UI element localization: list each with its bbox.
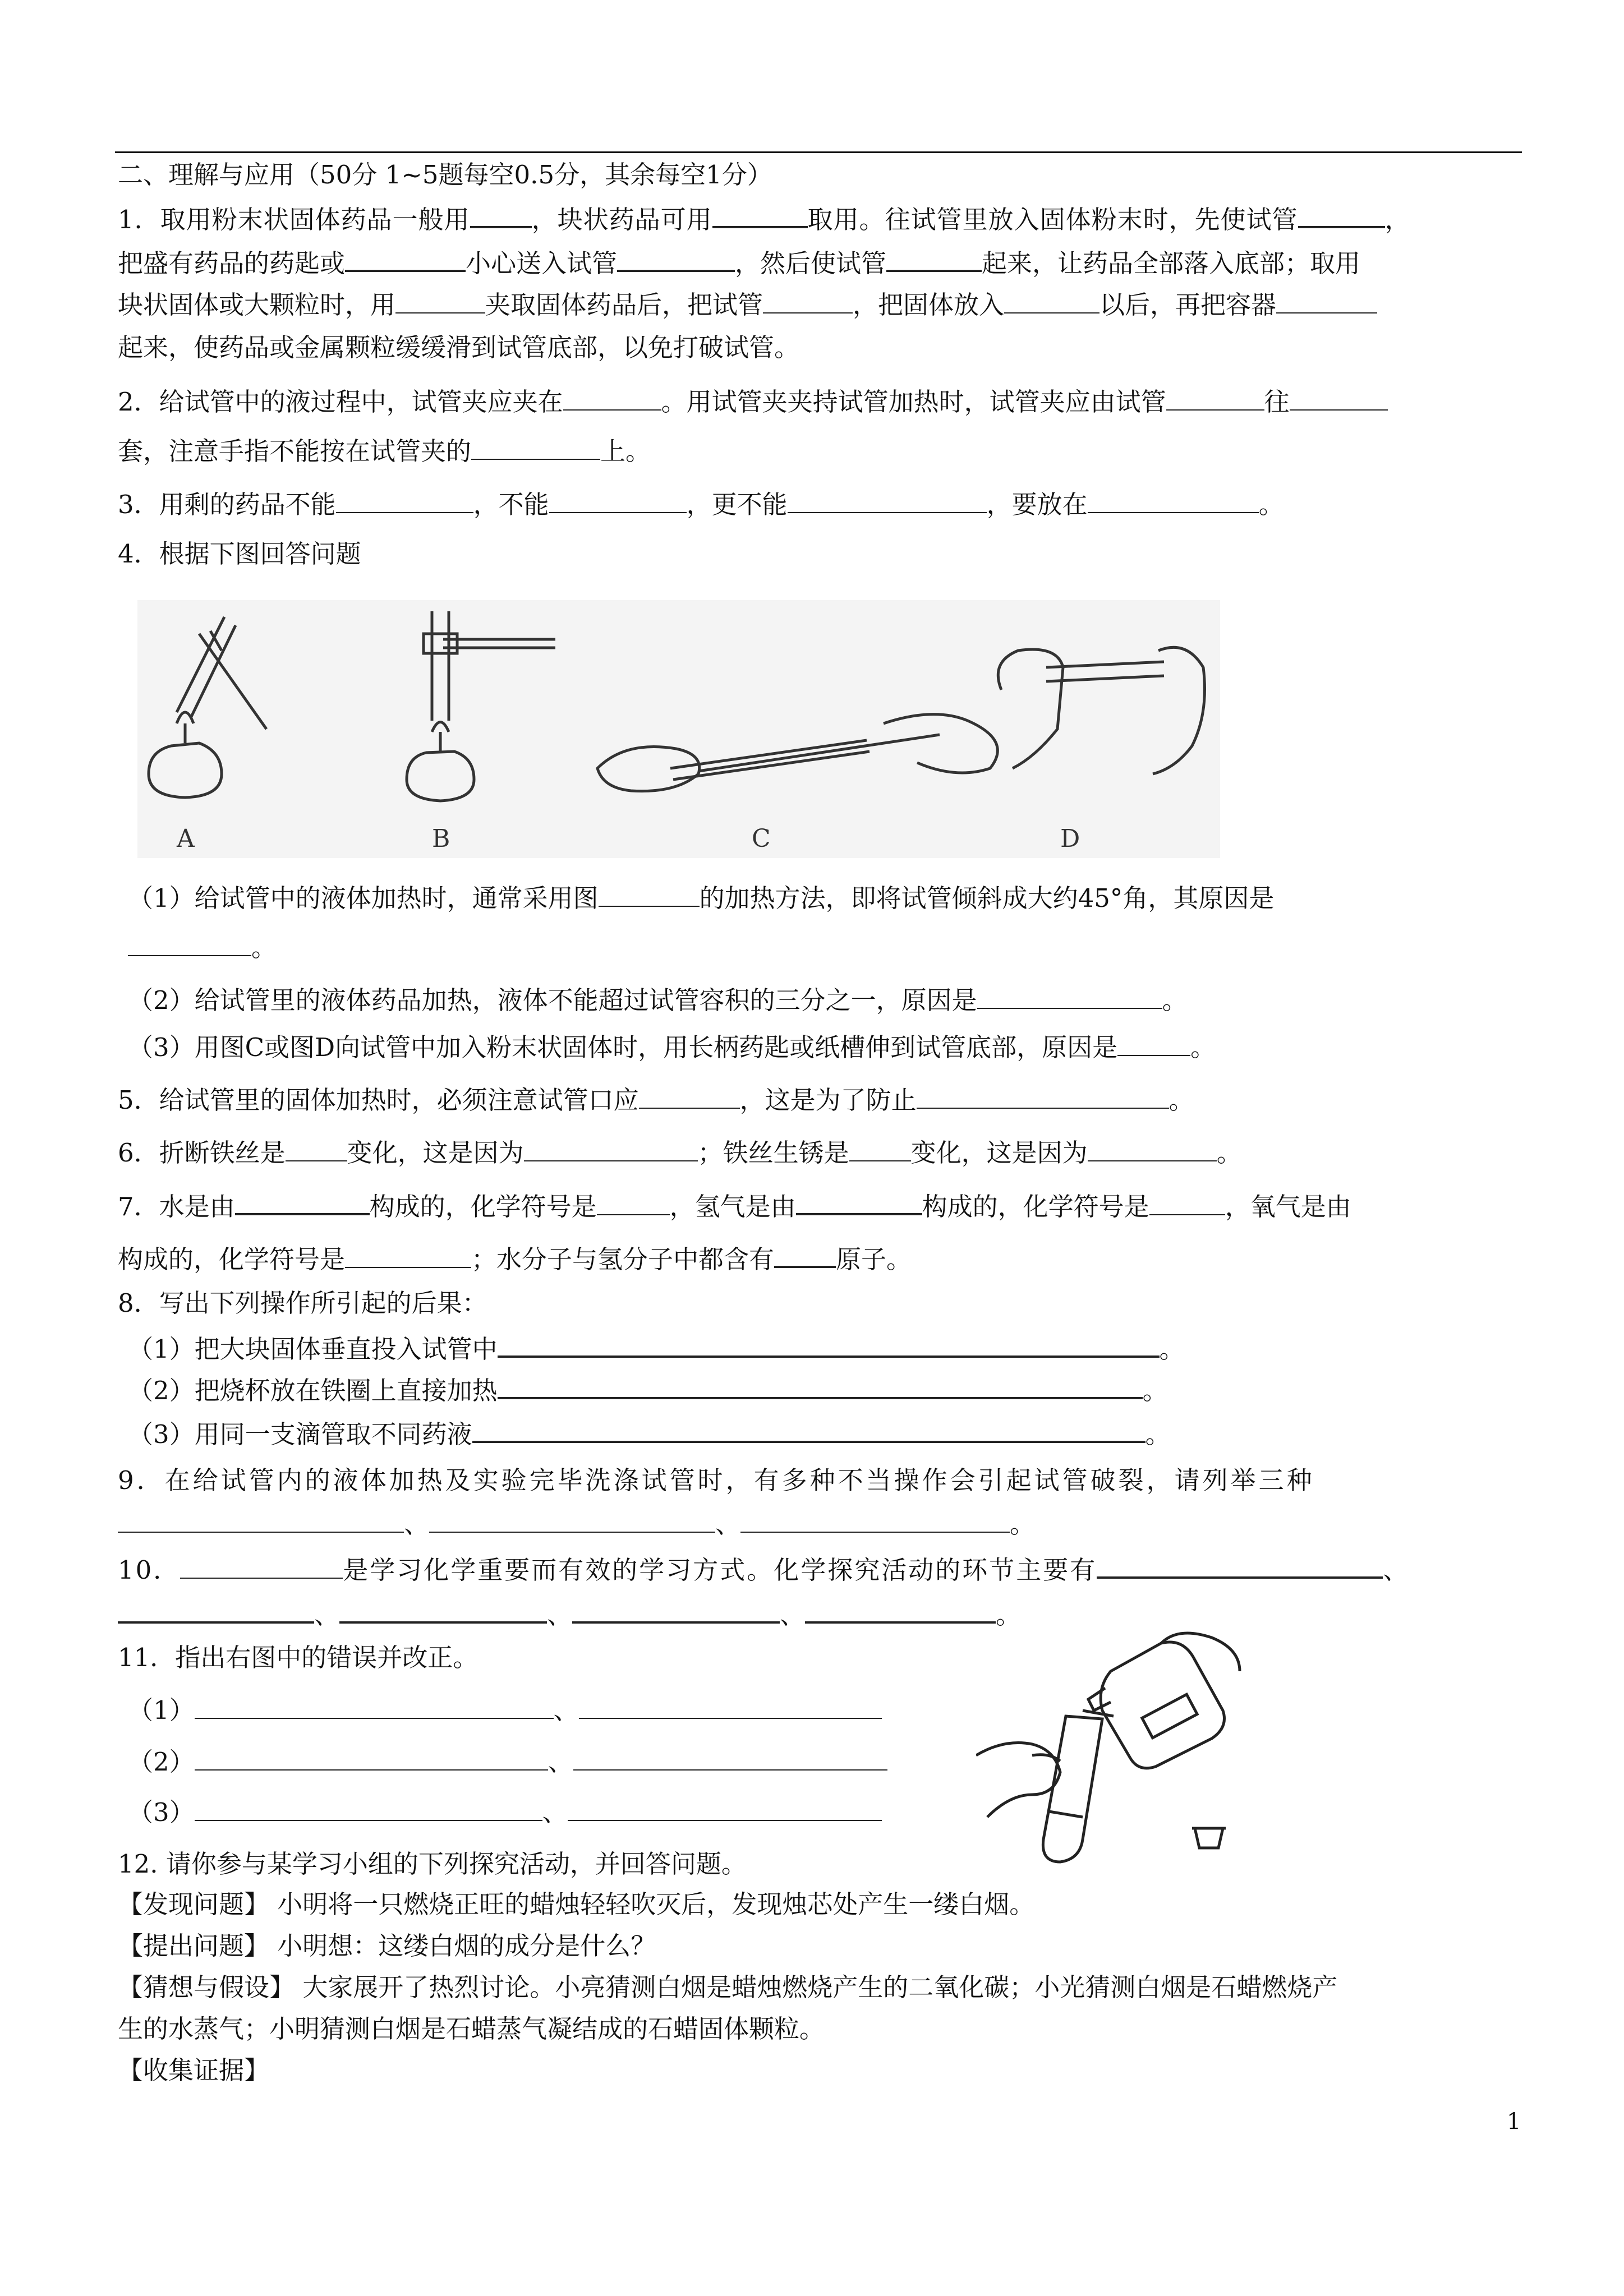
figure-label-a: A <box>177 824 195 853</box>
q10-line2: 、 、 、 。 <box>118 1596 1520 1632</box>
q4-part3: （3）用图C或图D向试管中加入粉末状固体时，用长柄药匙或纸槽伸到试管底部，原因是 。 <box>128 1030 1530 1064</box>
q12-question: 【提出问题】 小明想：这缕白烟的成分是什么？ <box>118 1931 656 1961</box>
q12-hypothesis-2: 生的水蒸气；小明猜测白烟是石蜡蒸气凝结成的石蜡固体颗粒。 <box>118 2014 825 2044</box>
q8-item-1: （1）把大块固体垂直投入试管中 。 <box>128 1330 1530 1366</box>
q4-part1-line2: 。 <box>128 930 1530 965</box>
q3-line: 3．用剩的药品不能 ，不能 ，更不能 ，要放在 。 <box>118 487 1520 522</box>
q7-line1: 7．水是由 构成的，化学符号是 ，氢气是由 构成的，化学符号是 ，氧气是由 <box>118 1188 1520 1224</box>
q8-item-3: （3）用同一支滴管取不同药液 。 <box>128 1416 1530 1451</box>
q12-evidence: 【收集证据】 <box>118 2055 270 2085</box>
figure-label-c: C <box>752 824 771 853</box>
header-rule <box>115 151 1522 153</box>
q11-item-1: （1） 、 <box>128 1693 913 1727</box>
q8-item-2: （2）把烧杯放在铁圈上直接加热 。 <box>128 1372 1530 1408</box>
q12-discover: 【发现问题】 小明将一只燃烧正旺的蜡烛轻轻吹灭后，发现烛芯处产生一缕白烟。 <box>118 1889 1035 1919</box>
q2-line2: 套，注意手指不能按在试管夹的 上。 <box>118 434 1520 468</box>
q12-title: 12. 请你参与某学习小组的下列探究活动，并回答问题。 <box>118 1849 747 1879</box>
bottle-stopper <box>1195 1828 1223 1848</box>
q7-line2: 构成的，化学符号是 ；水分子与氢分子中都含有 原子。 <box>118 1241 1520 1276</box>
figure-label-d: D <box>1060 824 1080 853</box>
q8-title: 8．写出下列操作所引起的后果： <box>118 1288 487 1318</box>
q1-line3: 块状固体或大颗粒时，用 夹取固体药品后，把试管 ，把固体放入 以后，再把容器 <box>118 287 1520 322</box>
q1-line2: 把盛有药品的药匙或 小心送入试管 ，然后使试管 起来，让药品全部落入底部；取用 <box>118 245 1520 280</box>
q2-line1: 2．给试管中的液过程中，试管夹应夹在 。用试管夹夹持试管加热时，试管夹应由试管 往 <box>118 384 1520 419</box>
section-title: 二、理解与应用（50分 1~5题每空0.5分，其余每空1分） <box>118 160 772 190</box>
q10-line1: 10． 是学习化学重要而有效的学习方式。化学探究活动的环节主要有 、 <box>118 1551 1520 1587</box>
q4-title: 4．根据下图回答问题 <box>118 539 361 569</box>
q4-part2: （2）给试管里的液体药品加热，液体不能超过试管容积的三分之一，原因是 。 <box>128 983 1530 1017</box>
q12-hypothesis-1: 【猜想与假设】 大家展开了热烈讨论。小亮猜测白烟是蜡烛燃烧产生的二氧化碳；小光猜测白烟是石蜡燃烧产 <box>118 1972 1338 2002</box>
heating-methods-figure <box>137 600 1220 858</box>
reagent-bottle <box>1101 1642 1224 1768</box>
q4-part1-line1: （1）给试管中的液体加热时，通常采用图 的加热方法，即将试管倾斜成大约45°角，其原因是 <box>128 880 1530 915</box>
page-number: 1 <box>1507 2109 1521 2134</box>
q5-line: 5．给试管里的固体加热时，必须注意试管口应 ，这是为了防止 。 <box>118 1082 1520 1117</box>
q11-item-2: （2） 、 <box>128 1744 913 1779</box>
q11-item-3: （3） 、 <box>128 1795 913 1829</box>
q1-line4: 起来，使药品或金属颗粒缓缓滑到试管底部，以免打破试管。 <box>118 333 800 362</box>
q1-line1: 1．取用粉末状固体药品一般用 ，块状药品可用 取用。往试管里放入固体粉末时，先使试管 ， <box>118 201 1520 237</box>
q11-title: 11．指出右图中的错误并改正。 <box>118 1643 479 1672</box>
pouring-liquid-figure <box>976 1626 1245 1873</box>
q6-line: 6．折断铁丝是 变化，这是因为 ；铁丝生锈是 变化，这是因为 。 <box>118 1135 1520 1170</box>
q9-line1: 9．在给试管内的液体加热及实验完毕洗涤试管时，有多种不当操作会引起试管破裂，请列举三种 <box>118 1465 1315 1495</box>
figure-label-b: B <box>432 824 450 853</box>
q9-line2: 、 、 。 <box>118 1506 1520 1541</box>
